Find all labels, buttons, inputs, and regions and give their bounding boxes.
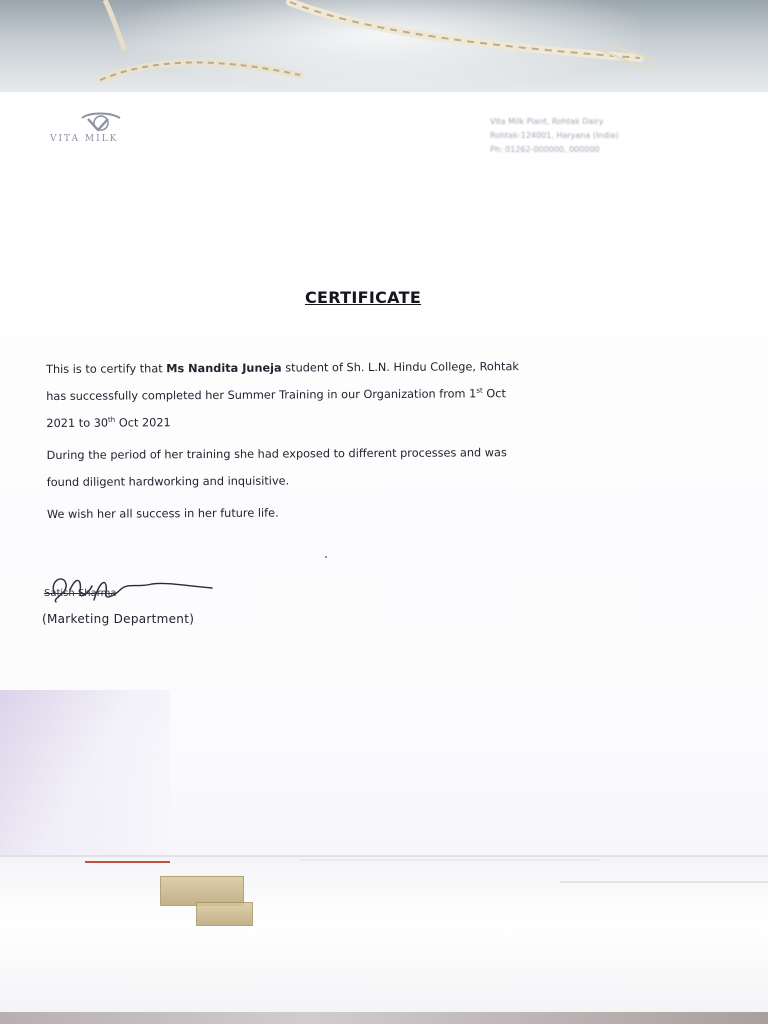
certify-text: 2021 to 30 [46, 416, 109, 430]
paragraph-certify [46, 352, 766, 437]
certify-text: This is to certify that [46, 362, 167, 376]
signatory-name: Satish Sharma [44, 588, 117, 599]
red-edge-line [85, 861, 170, 863]
paragraph-training [47, 438, 767, 496]
ordinal-suffix: th [108, 415, 116, 424]
certify-text: Oct [482, 387, 506, 401]
twine-rope-image [0, 0, 768, 95]
surface-strip [0, 1012, 768, 1024]
certify-text: has successfully completed her Summer Training in our Organization from 1 [46, 387, 477, 403]
address-line: Ph: 01262-000000, 000000 [490, 145, 600, 154]
certificate-title: CERTIFICATE [305, 288, 422, 307]
paragraph-wishes: We wish her all success in her future life. [46, 506, 279, 521]
paper-edge-line [0, 855, 768, 857]
certify-text: student of Sh. L.N. Hindu College, Rohtak [281, 360, 519, 375]
address-line: Rohtak-124001, Haryana (India) [490, 131, 619, 140]
vitamilk-logo-mark [78, 110, 124, 134]
paper-edge-line [300, 859, 600, 861]
certificate-body [46, 352, 767, 528]
logo-wordmark: VITA MILK [50, 134, 119, 144]
photo-background-top [0, 0, 768, 95]
tape-piece [196, 902, 253, 926]
signatory-department: (Marketing Department) [42, 612, 195, 626]
ordinal-suffix: st [476, 386, 483, 395]
training-text: found diligent hardworking and inquisitive. [46, 474, 290, 489]
paper-speck [325, 556, 327, 558]
vitamilk-logo [50, 110, 150, 154]
certify-text: Oct 2021 [115, 416, 171, 430]
address-line: Vita Milk Plant, Rohtak Dairy [490, 117, 604, 126]
paper-edge-line [560, 881, 768, 883]
paper-bottom-edge [0, 855, 768, 1024]
recipient-name: Ms Nandita Juneja [166, 361, 282, 376]
letterhead-address [490, 115, 730, 157]
training-text: During the period of her training she had exposed to different processes and was [46, 446, 507, 462]
paper-shadow [0, 690, 170, 860]
